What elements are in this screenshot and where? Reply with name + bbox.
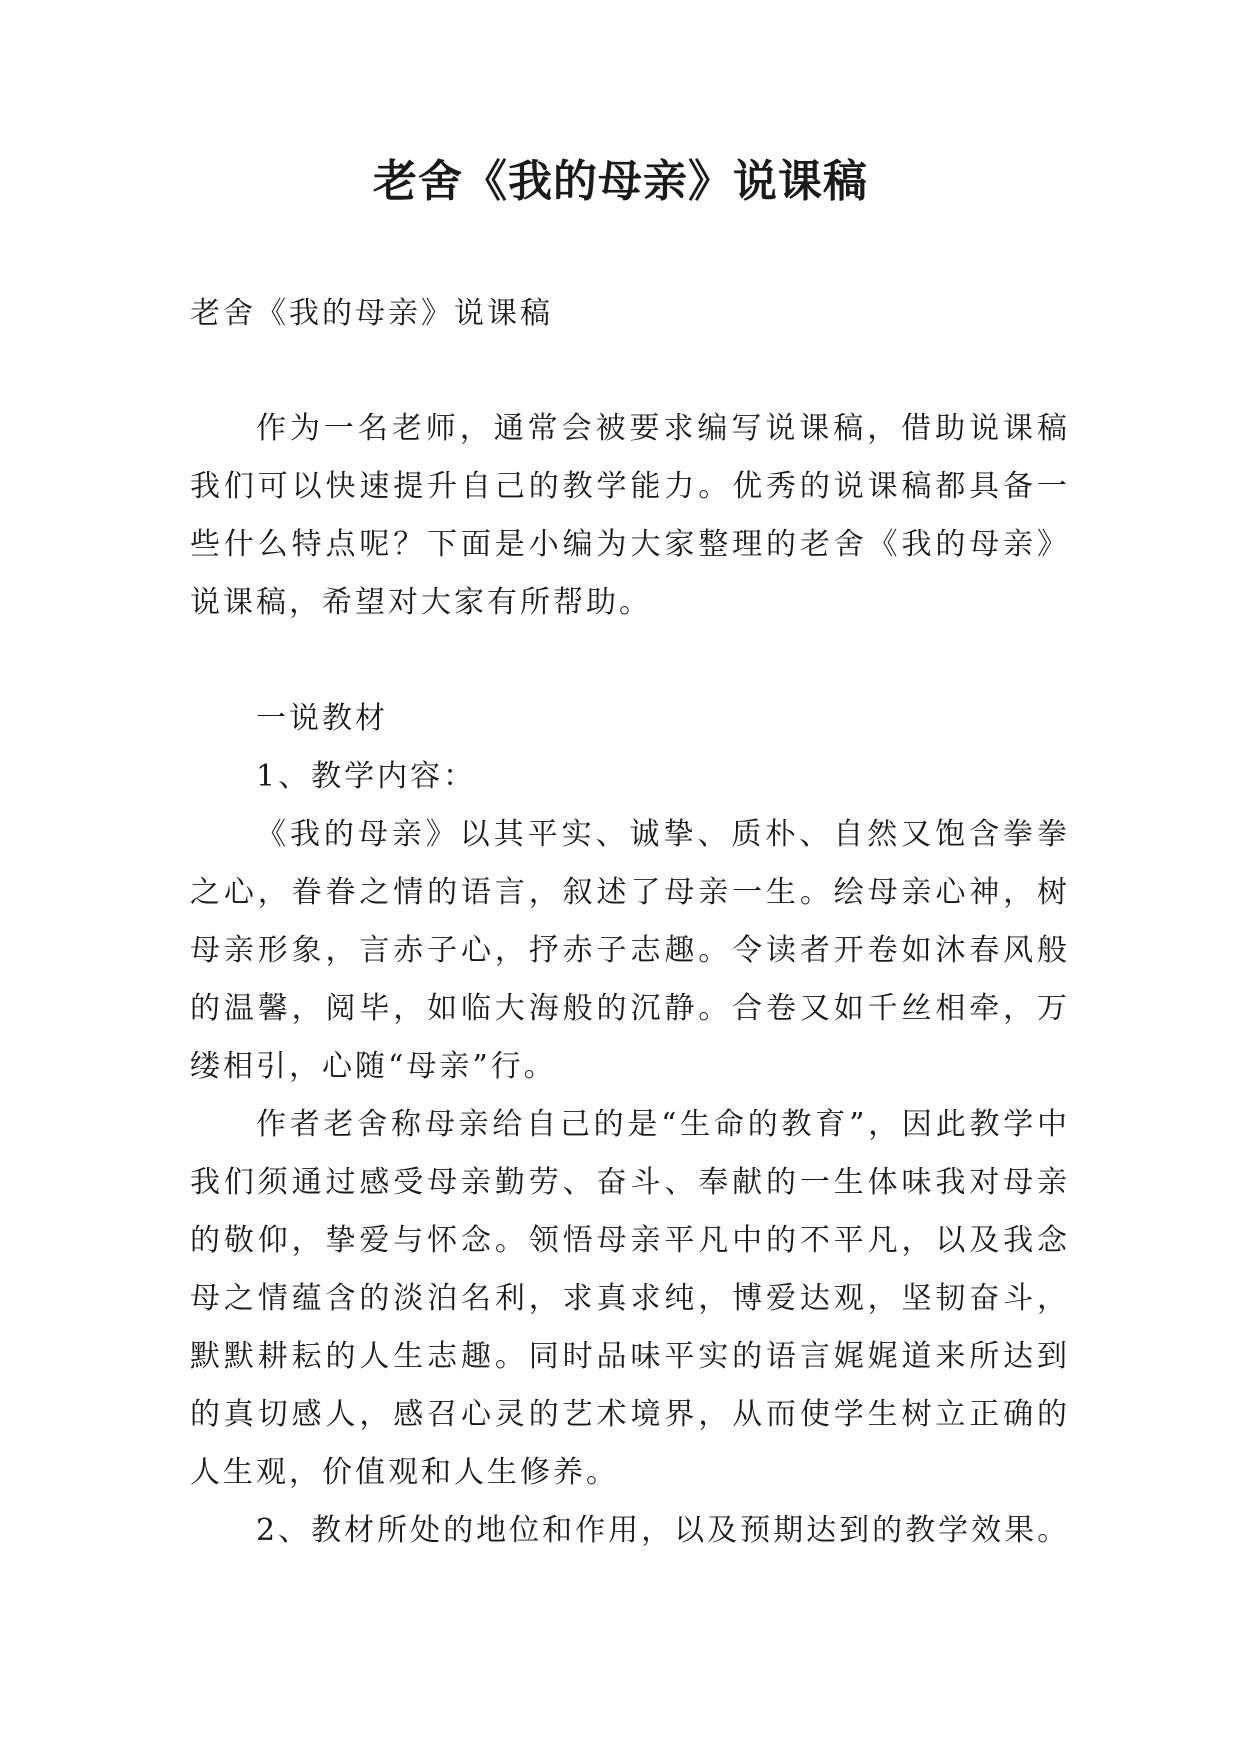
intro-paragraph: 作为一名老师，通常会被要求编写说课稿，借助说课稿我们可以快速提升自己的教学能力。优秀的说课稿都具备一些什么特点呢？下面是小编为大家整理的老舍《我的母亲》说课稿，希望对大家有所帮助。 (190, 411, 1070, 620)
document-subtitle: 老舍《我的母亲》说课稿 (190, 296, 553, 331)
item1-heading: 1、教学内容： (256, 759, 477, 794)
item1-paragraph-2: 作者老舍称母亲给自己的是“生命的教育”，因此教学中我们须通过感受母亲勤劳、奋斗、奉献的一生体味我对母亲的敬仰，挚爱与怀念。领悟母亲平凡中的不平凡，以及我念母之情蕴含的淡泊名利，求真求纯，博爱达观，坚韧奋斗，默默耕耘的人生志趣。同时品味平实的语言娓娓道来所达到的真切感人，感召心灵的艺术境界，从而使学生树立正确的人生观，价值观和人生修养。 (190, 1107, 1070, 1490)
section-heading: 一说教材 (256, 701, 388, 736)
item1-paragraph-1: 《我的母亲》以其平实、诚挚、质朴、自然又饱含拳拳之心，眷眷之情的语言，叙述了母亲一生。绘母亲心神，树母亲形象，言赤子心，抒赤子志趣。令读者开卷如沐春风般的温馨，阅毕，如临大海般的沉静。合卷又如千丝相牵，万缕相引，心随“母亲”行。 (190, 817, 1070, 1084)
document-title: 老舍《我的母亲》说课稿 (373, 156, 868, 207)
item2-heading: 2、教材所处的地位和作用，以及预期达到的教学效果。 (256, 1513, 1071, 1548)
